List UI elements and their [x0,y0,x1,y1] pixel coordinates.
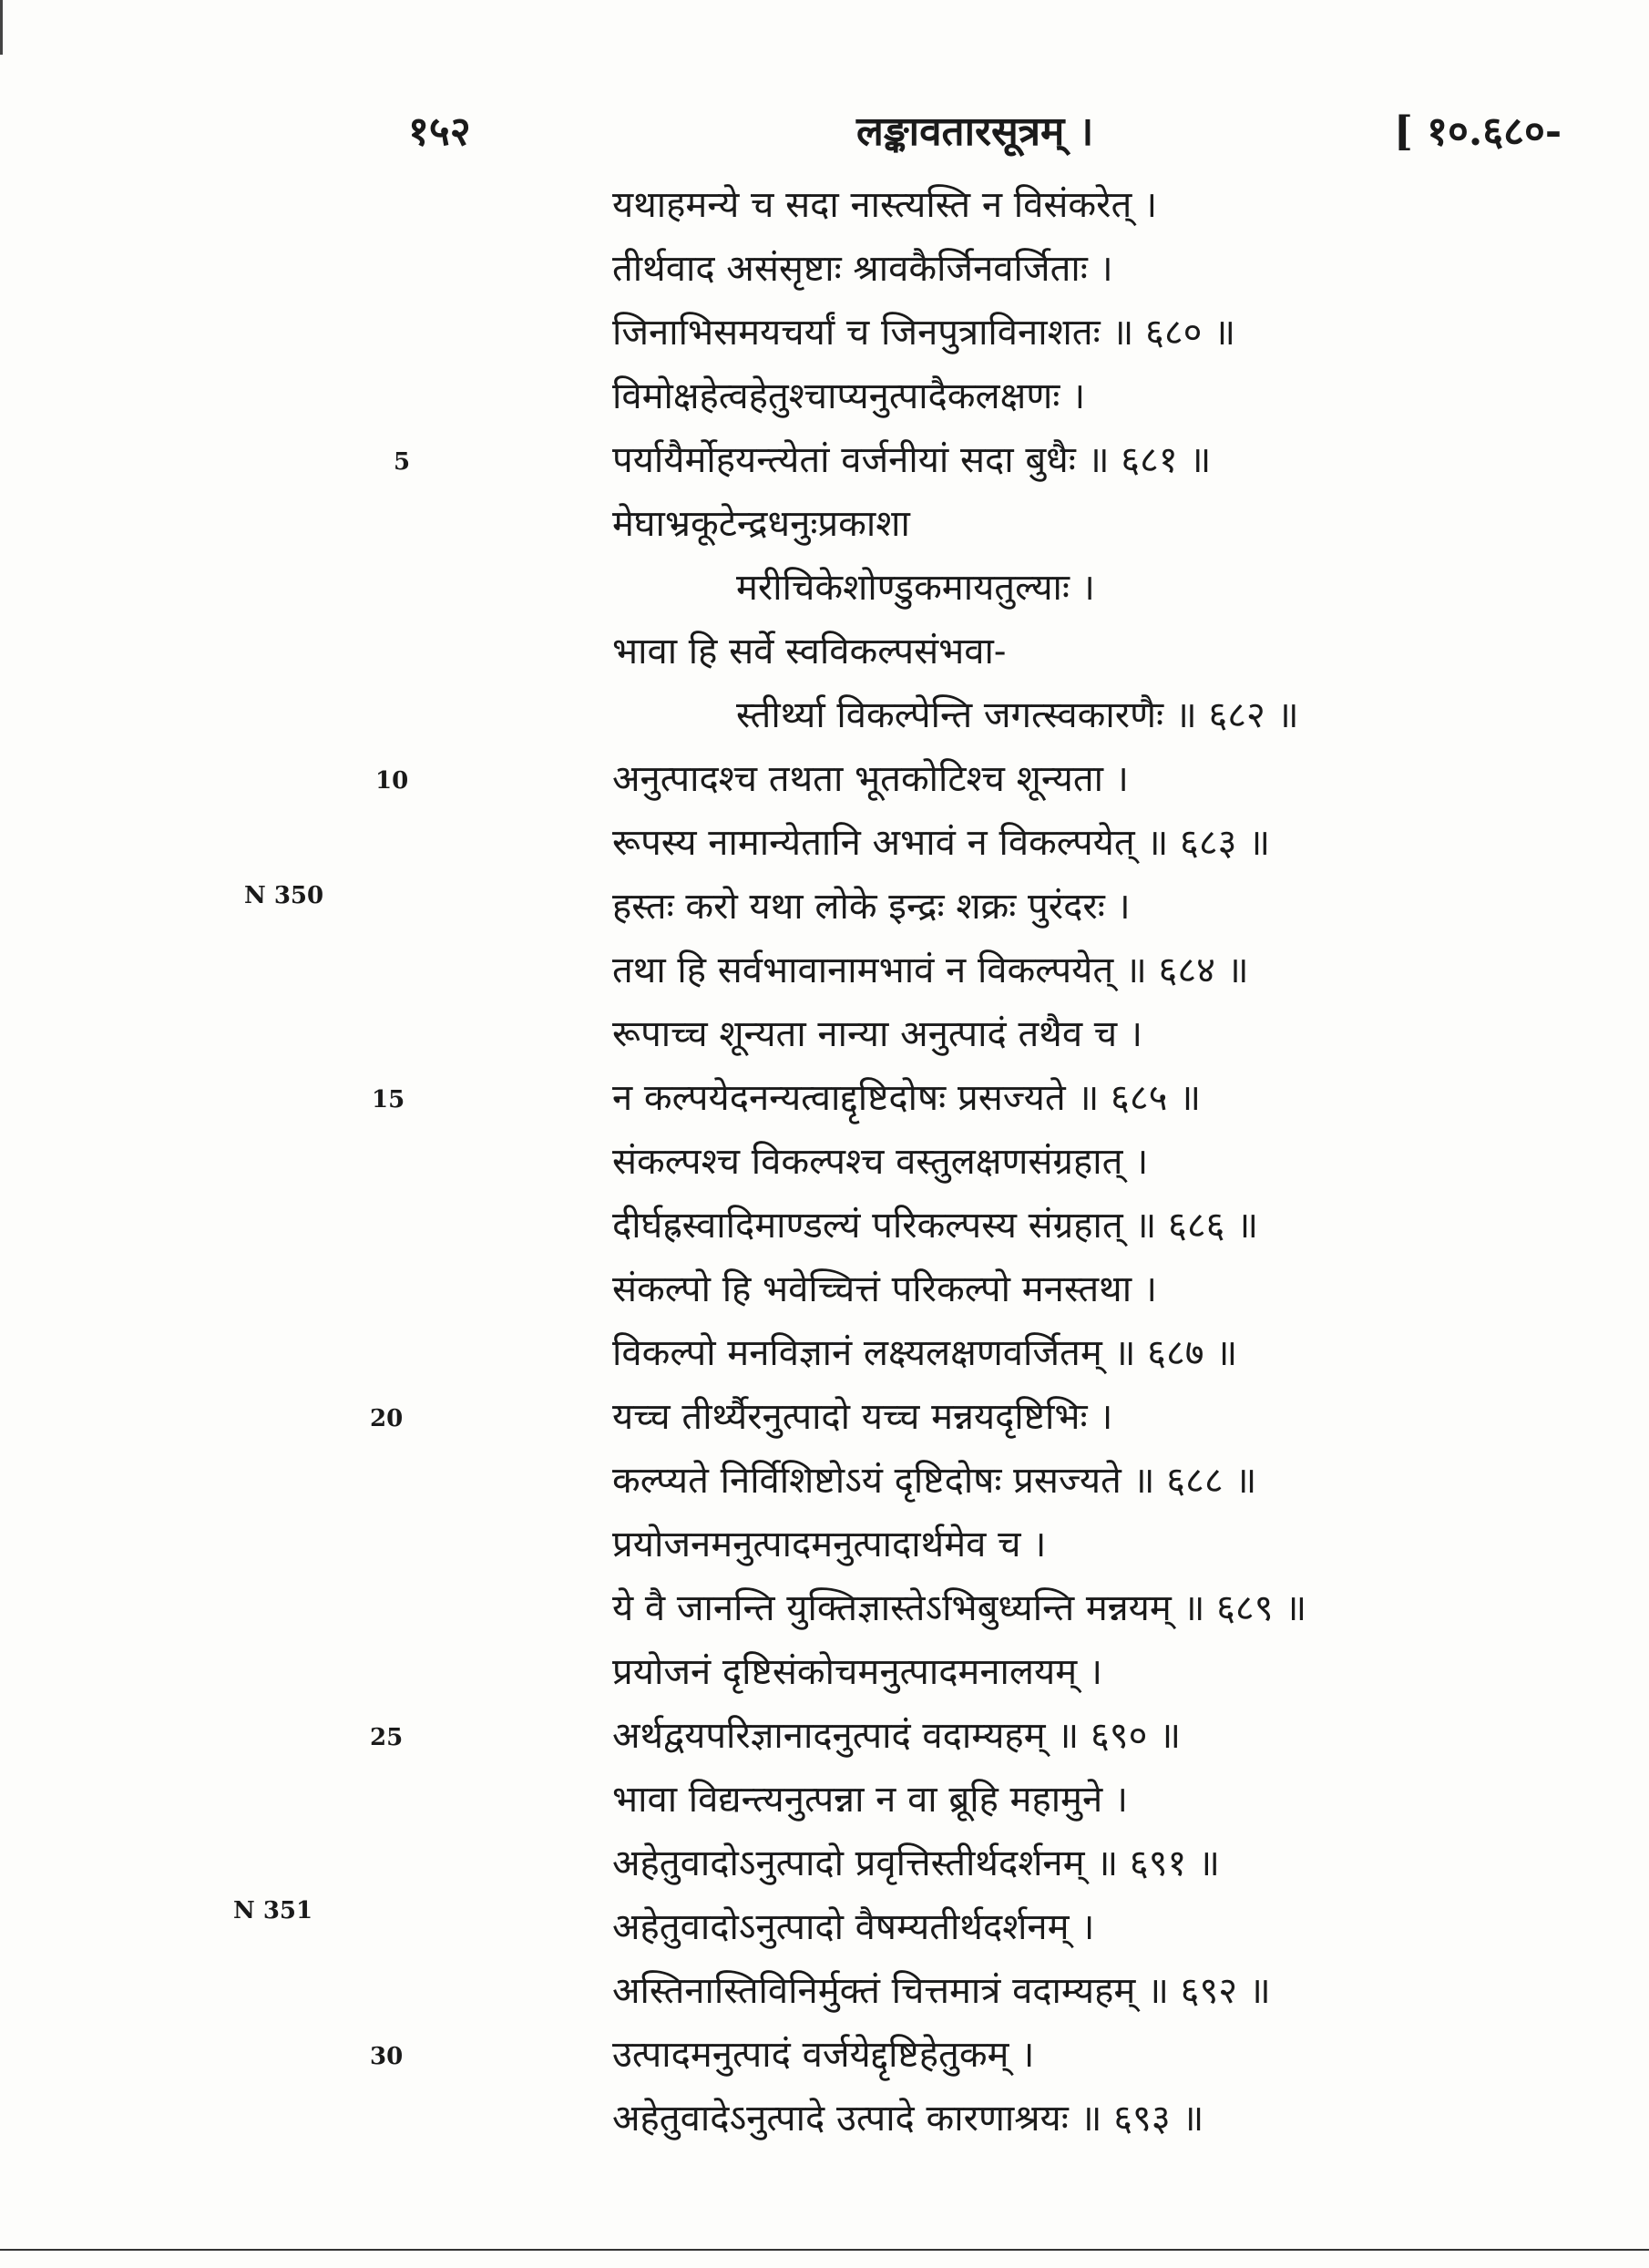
verse-line: पर्यायैर्मोहयन्त्येतां वर्जनीयां सदा बुधैः ॥ ६८१ ॥ [612,439,1212,481]
verse-line: तीर्थवाद असंसृष्टाः श्रावकैर्जिनवर्जिताः । [612,248,1113,290]
page-number: १५२ [408,108,471,155]
verse-line: अस्तिनास्तिविनिर्मुक्तं चित्तमात्रं वदाम्यहम् ॥ ६९२ ॥ [612,1970,1271,2012]
verse-line: ये वै जानन्ति युक्तिज्ञास्तेऽभिबुध्यन्ति मन्नयम् ॥ ६८९ ॥ [612,1587,1307,1629]
verse-line: उत्पादमनुत्पादं वर्जयेद्दृष्टिहेतुकम् । [612,2034,1035,2076]
verse-reference: [ १०.६८०- [1394,108,1562,155]
verse-line: मेघाभ्रकूटेन्द्रधनुःप्रकाशा [612,503,910,545]
verse-line: विमोक्षहेत्वहेतुश्चाप्यनुत्पादैकलक्षणः । [612,375,1086,417]
verse-line: कल्प्यते निर्विशिष्टोऽयं दृष्टिदोषः प्रसज्यते ॥ ६८८ ॥ [612,1460,1257,1502]
verse-line: प्रयोजनमनुत्पादमनुत्पादार्थमेव च । [612,1524,1047,1565]
verse-line: अनुत्पादश्च तथता भूतकोटिश्च शून्यता । [612,758,1129,800]
verse-line: विकल्पो मनविज्ञानं लक्ष्यलक्षणवर्जितम् ॥ ६८७ ॥ [612,1332,1238,1374]
line-number: 25 [370,1724,404,1751]
verse-line: अहेतुवादोऽनुत्पादो प्रवृत्तिस्तीर्थदर्शनम् ॥ ६९१ ॥ [612,1842,1220,1884]
verse-line: अहेतुवादेऽनुत्पादे उत्पादे कारणाश्रयः ॥ ६९३ ॥ [612,2098,1204,2140]
line-number: 30 [370,2043,404,2070]
scan-edge-mark [0,0,3,55]
verse-line: न कल्पयेदनन्यत्वाद्दृष्टिदोषः प्रसज्यते ॥ ६८५ ॥ [612,1077,1202,1119]
page-title: लङ्कावतारसूत्रम् । [856,108,1094,155]
line-number: 20 [370,1405,404,1432]
verse-line: संकल्पश्च विकल्पश्च वस्तुलक्षणसंग्रहात् । [612,1141,1149,1183]
verse-line: रूपाच्च शून्यता नान्या अनुत्पादं तथैव च । [612,1013,1143,1055]
line-number: 10 [375,767,409,795]
verse-line: अहेतुवादोऽनुत्पादो वैषम्यतीर्थदर्शनम् । [612,1906,1095,1948]
line-number: 15 [372,1086,405,1113]
verse-line: यच्च तीर्थ्यैरनुत्पादो यच्च मन्नयदृष्टिभिः । [612,1396,1113,1438]
margin-reference: N 350 [244,882,324,909]
bottom-rule [0,2249,1649,2251]
verse-line: यथाहमन्ये च सदा नास्त्यस्ति न विसंकरेत् । [612,184,1158,226]
verse-line: जिनाभिसमयचर्यां च जिनपुत्राविनाशतः ॥ ६८० ॥ [612,312,1236,354]
verse-line: भावा हि सर्वे स्वविकल्पसंभवा- [612,631,1007,672]
verse-line: भावा विद्यन्त्यनुत्पन्ना न वा ब्रूहि महामुने । [612,1779,1129,1821]
verse-line: अर्थद्वयपरिज्ञानादनुत्पादं वदाम्यहम् ॥ ६९० ॥ [612,1715,1182,1757]
margin-reference: N 351 [233,1897,313,1924]
verse-line: संकल्पो हि भवेच्चित्तं परिकल्पो मनस्तथा । [612,1268,1157,1310]
verse-line: दीर्घह्रस्वादिमाण्डल्यं परिकल्पस्य संग्रहात् ॥ ६८६ ॥ [612,1205,1259,1247]
verse-line: रूपस्य नामान्येतानि अभावं न विकल्पयेत् ॥ ६८३ ॥ [612,822,1271,864]
verse-line: मरीचिकेशोण्डुकमायतुल्याः । [736,567,1095,609]
verse-line: प्रयोजनं दृष्टिसंकोचमनुत्पादमनालयम् । [612,1651,1103,1693]
verse-line: हस्तः करो यथा लोके इन्द्रः शक्रः पुरंदरः । [612,886,1131,928]
verse-line: स्तीर्थ्या विकल्पेन्ति जगत्स्वकारणैः ॥ ६८२ ॥ [736,694,1299,736]
line-number: 5 [394,448,411,476]
verse-line: तथा हि सर्वभावानामभावं न विकल्पयेत् ॥ ६८४ ॥ [612,949,1249,991]
